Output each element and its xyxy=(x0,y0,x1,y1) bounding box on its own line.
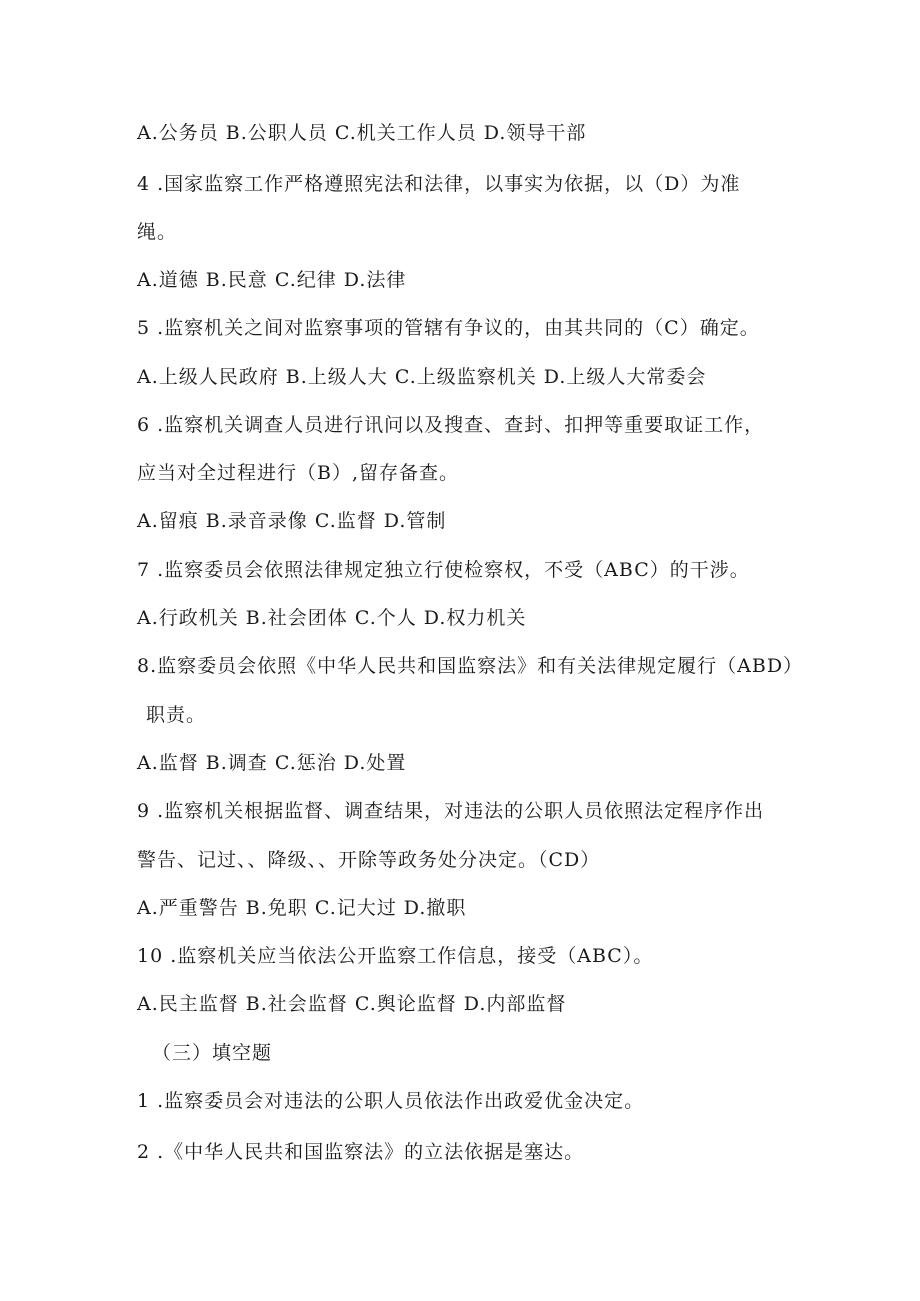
answer-options-q6: A.留痕 B.录音录像 C.监督 D.管制 xyxy=(137,510,447,532)
answer-options-q5: A.上级人民政府 B.上级人大 C.上级监察机关 D.上级人大常委会 xyxy=(137,366,707,388)
question-9-line-1: 9 .监察机关根据监督、调查结果，对违法的公职人员依照法定程序作出 xyxy=(137,800,765,822)
question-10: 10 .监察机关应当依法公开监察工作信息，接受（ABC）。 xyxy=(137,945,654,967)
question-4-line-2: 绳。 xyxy=(137,221,178,243)
question-6-line-1: 6 .监察机关调查人员进行讯问以及搜查、查封、扣押等重要取证工作， xyxy=(137,414,765,436)
answer-options-q9: A.严重警告 B.免职 C.记大过 D.撤职 xyxy=(137,897,467,919)
question-7: 7 .监察委员会依照法律规定独立行使检察权，不受（ABC）的干涉。 xyxy=(137,559,750,581)
answer-options-q8: A.监督 B.调查 C.惩治 D.处置 xyxy=(137,752,407,774)
section-heading-fill-in: （三）填空题 xyxy=(152,1042,273,1064)
question-8-line-2: 职责。 xyxy=(146,704,207,726)
answer-options-q7: A.行政机关 B.社会团体 C.个人 D.权力机关 xyxy=(137,607,527,629)
question-8-line-1: 8.监察委员会依照《中华人民共和国监察法》和有关法律规定履行（ABD） xyxy=(137,655,804,677)
question-4-line-1: 4 .国家监察工作严格遵照宪法和法律，以事实为依据，以（D）为准 xyxy=(137,173,741,195)
answer-options-q3: A.公务员 B.公职人员 C.机关工作人员 D.领导干部 xyxy=(137,122,587,144)
question-5: 5 .监察机关之间对监察事项的管辖有争议的，由其共同的（C）确定。 xyxy=(137,317,760,339)
question-9-line-2: 警告、记过、、降级、、开除等政务处分决定。（CD） xyxy=(137,849,601,871)
fill-in-question-2: 2 .《中华人民共和国监察法》的立法依据是塞达。 xyxy=(137,1141,585,1163)
answer-options-q10: A.民主监督 B.社会监督 C.舆论监督 D.内部监督 xyxy=(137,993,567,1015)
question-6-line-2: 应当对全过程进行（B）,留存备查。 xyxy=(137,462,460,484)
answer-options-q4: A.道德 B.民意 C.纪律 D.法律 xyxy=(137,269,407,291)
fill-in-question-1: 1 .监察委员会对违法的公职人员依法作出政爱优金决定。 xyxy=(137,1090,645,1112)
